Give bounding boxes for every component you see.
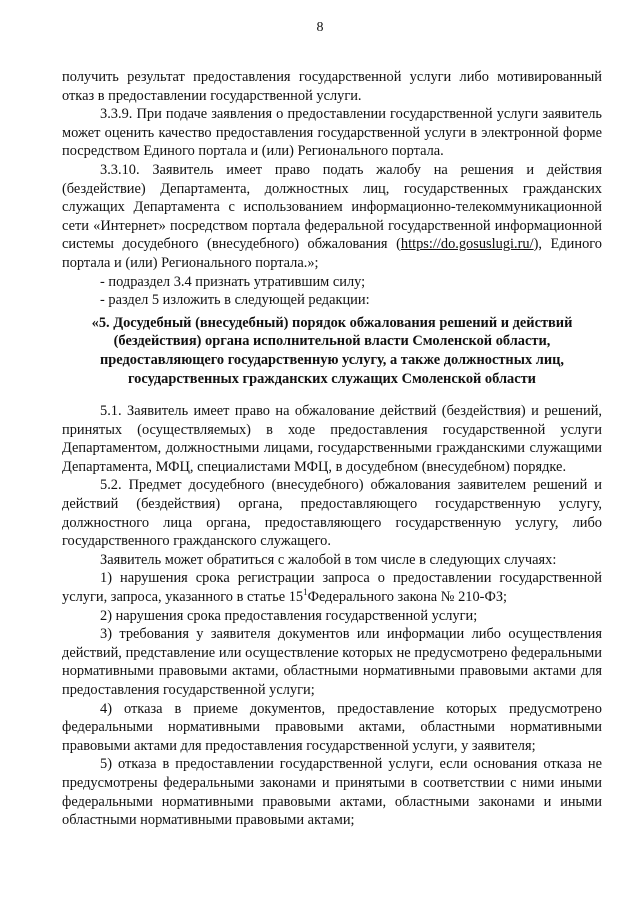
superscript-1: 1 <box>303 587 308 598</box>
case-item-5: 5) отказа в предоставлении государственной услуги, если основания отказа не предусмотрены федеральными законами и принятыми в соответствии с ними иными федеральными нормативными правовыми актами, областными законами и иными областными нормативными правовыми актами; <box>62 756 602 829</box>
amendment-item-section-5: - раздел 5 изложить в следующей редакции: <box>100 292 370 309</box>
amendment-item-3-4: - подраздел 3.4 признать утратившим силу; <box>100 273 366 290</box>
page-number: 8 <box>316 20 324 35</box>
case-item-1-text-b: Федерального закона № 210-ФЗ; <box>307 589 508 606</box>
case-item-1-text-a: 1) нарушения срока регистрации запроса о предоставлении государственной услуги, запроса, указанного в статье 15 <box>62 570 602 606</box>
paragraph-3-3-10 <box>62 161 602 273</box>
case-item-2: 2) нарушения срока предоставления государственной услуги; <box>100 607 478 624</box>
paragraph-3-3-9: 3.3.9. При подаче заявления о предоставлении государственной услуги заявитель может оценить качество предоставления государственной услуги в электронной форме посредством Единого портала и (или) Регионального портала. <box>62 106 602 160</box>
paragraph-cases-intro: Заявитель может обратиться с жалобой в том числе в следующих случаях: <box>100 551 557 568</box>
gosuslugi-link[interactable]: https://do.gosuslugi.ru/ <box>400 236 534 253</box>
paragraph-3-3-10-text-b: ), Единого портала и (или) Регионального портала.»; <box>62 236 603 271</box>
paragraph-5-2: 5.2. Предмет досудебного (внесудебного) обжалования заявителем решений и действий (бездействия) органа, предоставляющего государственную услугу, должностного лица органа, предоставляющего государственную услугу, либо государственного гражданского служащего. <box>62 477 602 550</box>
section-5-heading: «5. Досудебный (внесудебный) порядок обжалования решений и действий (бездействия) органа исполнительной власти Смоленской области, предоставляющего государственную услугу, а также должностных лиц, государственных гражданских служащих Смоленской области <box>91 314 573 387</box>
case-item-4: 4) отказа в приеме документов, предоставление которых предусмотрено федеральными нормативными правовыми актами, областными нормативными правовыми актами для предоставления государственной услуги, у заявителя; <box>62 700 602 754</box>
paragraph-3-3-10-text-a: 3.3.10. Заявитель имеет право подать жалобу на решения и действия (бездействие) Департамента, должностных лиц, государственных гражданских служащих Департамента с использованием информационно-телекоммуникационной сети «Интернет» посредством портала федеральной государственной информационной системы досудебного (внесудебного) обжалования ( <box>62 161 602 253</box>
document-body <box>62 68 602 830</box>
case-item-1 <box>62 569 602 606</box>
paragraph-5-1: 5.1. Заявитель имеет право на обжалование действий (бездействия) и решений, принятых (осуществляемых) в ходе предоставления государственной услуги Департаментом, должностными лицами, государственными гражданскими служащими Департамента, МФЦ, специалистами МФЦ, в досудебном (внесудебном) порядке. <box>62 403 602 475</box>
paragraph-continuation: получить результат предоставления государственной услуги либо мотивированный отказ в предоставлении государственной услуги. <box>62 69 602 104</box>
case-item-3: 3) требования у заявителя документов или информации либо осуществления действий, представление или осуществление которых не предусмотрено федеральными нормативными правовыми актами, областными нормативными правовыми актами для предоставления государственной услуги; <box>62 626 602 698</box>
spacer <box>62 388 602 402</box>
